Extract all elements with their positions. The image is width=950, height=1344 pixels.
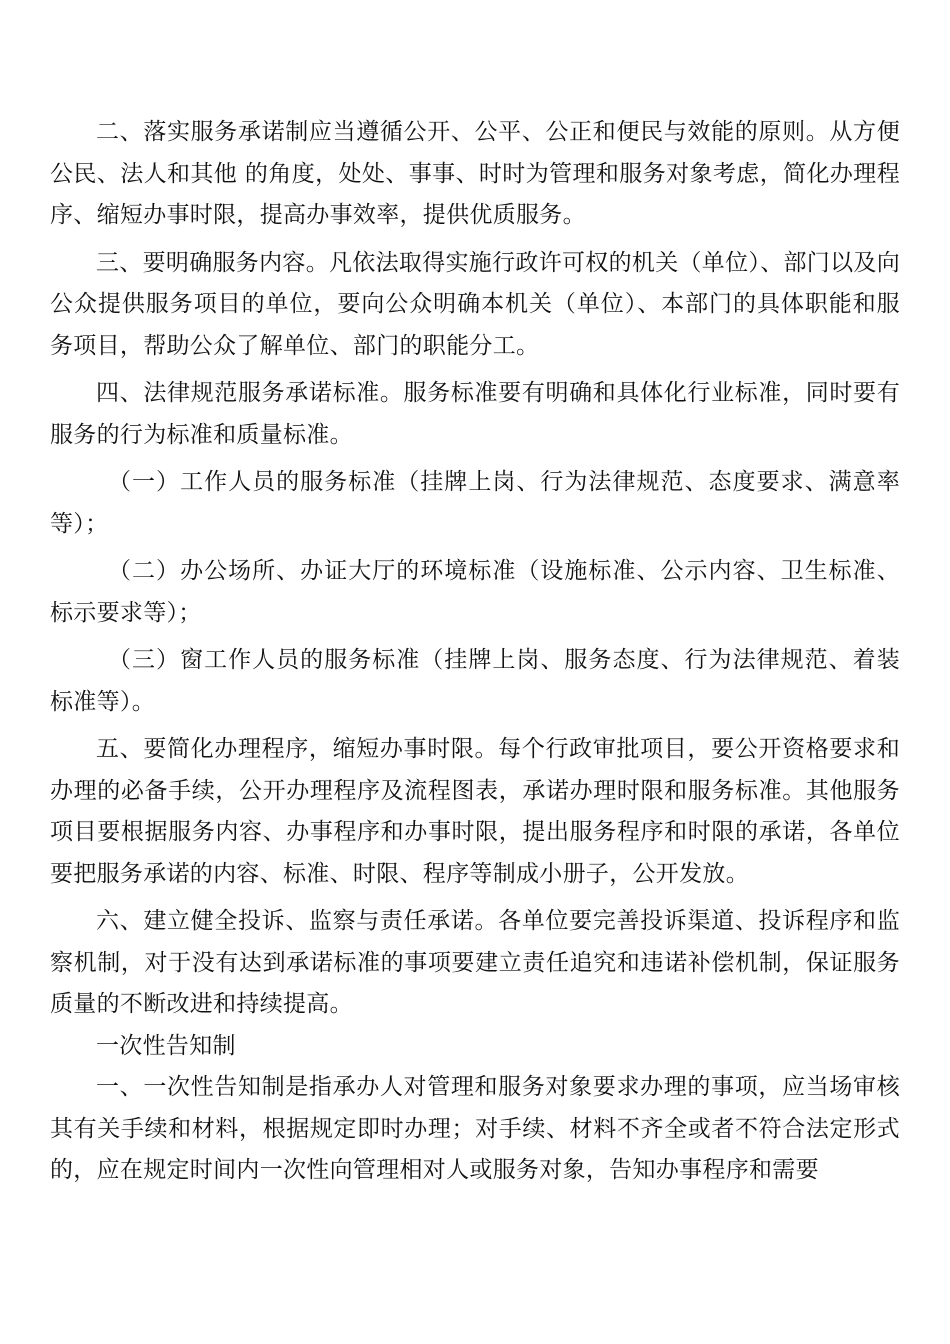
paragraph-simplify-procedure: 五、要简化办理程序，缩短办事时限。每个行政审批项目，要公开资格要求和办理的必备手续，公开办理程序及流程图表，承诺办理时限和服务标准。其他服务项目要根据服务内容、办事程序和办事时限，提出服务程序和时限的承诺，各单位要把服务承诺的内容、标准、时限、程序等制成小册子，公开发放。 — [50, 736, 900, 887]
document-page — [50, 112, 900, 1192]
paragraph-window-staff-standard: （三）窗工作人员的服务标准（挂牌上岗、服务态度、行为法律规范、着装标准等）。 — [50, 647, 900, 715]
paragraph-staff-standard: （一）工作人员的服务标准（挂牌上岗、行为法律规范、态度要求、满意率等）； — [50, 469, 900, 537]
paragraph-environment-standard: （二）办公场所、办证大厅的环境标准（设施标准、公示内容、卫生标准、标示要求等）； — [50, 558, 900, 626]
paragraph-service-principle: 二、落实服务承诺制应当遵循公开、公平、公正和便民与效能的原则。从方便公民、法人和其他 的角度，处处、事事、时时为管理和服务对象考虑，简化办理程序、缩短办事时限，提高办事效率，提供优质服务。 — [50, 119, 900, 228]
paragraph-service-standard: 四、法律规范服务承诺标准。服务标准要有明确和具体化行业标准，同时要有服务的行为标准和质量标准。 — [50, 380, 900, 448]
paragraph-service-content: 三、要明确服务内容。凡依法取得实施行政许可权的机关（单位）、部门以及向公众提供服务项目的单位，要向公众明确本机关（单位）、本部门的具体职能和服务项目，帮助公众了解单位、部门的职能分工。 — [50, 249, 900, 359]
paragraph-one-time-notice-definition: 一、一次性告知制是指承办人对管理和服务对象要求办理的事项，应当场审核其有关手续和材料，根据规定即时办理；对手续、材料不齐全或者不符合法定形式的，应在规定时间内一次性向管理相对人或服务对象，告知办事程序和需要 — [50, 1074, 900, 1183]
paragraph-complaint-supervision: 六、建立健全投诉、监察与责任承诺。各单位要完善投诉渠道、投诉程序和监察机制，对于没有达到承诺标准的事项要建立责任追究和违诺补偿机制，保证服务质量的不断改进和持续提高。 — [50, 908, 900, 1017]
section-heading-one-time-notice: 一次性告知制 — [96, 1032, 236, 1059]
